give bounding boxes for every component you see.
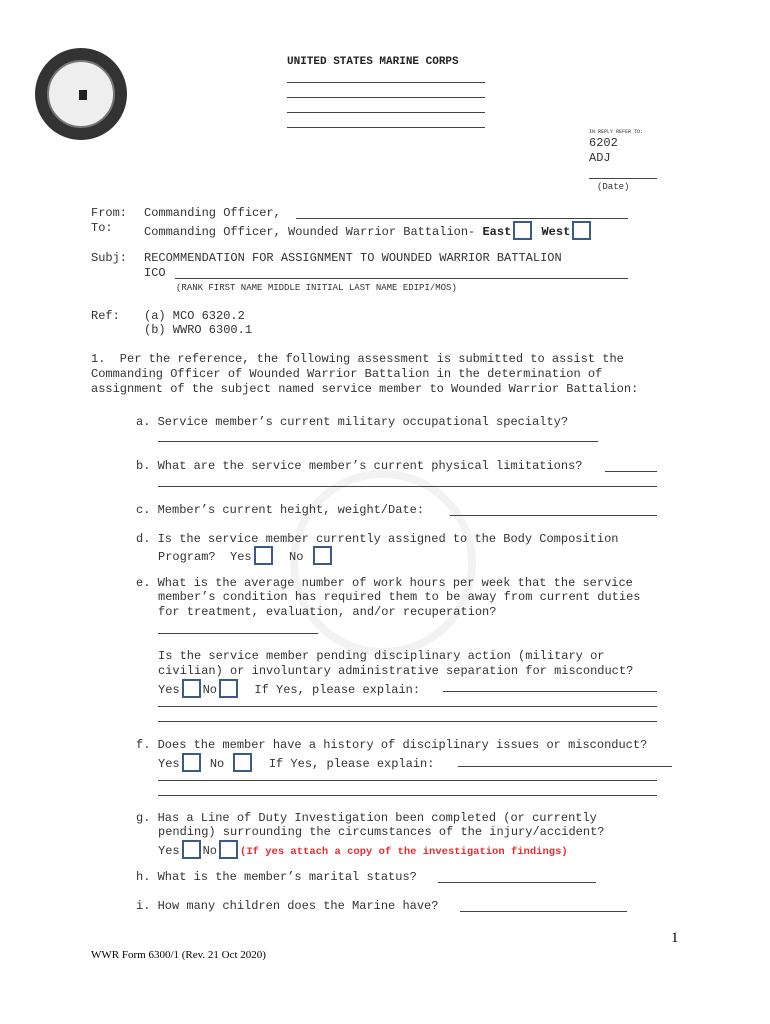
ico-field[interactable]	[175, 278, 628, 279]
question-g-line2: pending) surrounding the circumstances of the injury/accident?	[158, 825, 605, 839]
org-title: UNITED STATES MARINE CORPS	[287, 56, 459, 68]
form-number: WWR Form 6300/1 (Rev. 21 Oct 2020)	[91, 949, 266, 961]
para1-line1: 1. Per the reference, the following assessment is submitted to assist the	[91, 352, 624, 366]
east-checkbox[interactable]	[513, 221, 532, 240]
west-checkbox[interactable]	[572, 221, 591, 240]
question-a: a. Service member’s current military occupational specialty?	[136, 415, 569, 429]
to-value: Commanding Officer, Wounded Warrior Battalion-	[144, 225, 483, 239]
question-c: c. Member’s current height, weight/Date:	[136, 503, 425, 517]
question-d: d. Is the service member currently assigned to the Body Composition	[136, 532, 619, 546]
pending-yes-label: Yes	[158, 683, 180, 697]
office-code: ADJ	[589, 151, 611, 165]
pending-explain-field-1[interactable]	[443, 691, 657, 692]
question-i: i. How many children does the Marine have?	[136, 899, 439, 913]
address-line-1[interactable]	[287, 82, 485, 83]
f-explain-field-2[interactable]	[158, 780, 657, 781]
dod-seal-logo	[35, 48, 127, 140]
g-note: (If yes attach a copy of the investigation findings)	[240, 846, 568, 858]
question-pending-line2: civilian) or involuntary administrative separation for misconduct?	[158, 664, 634, 678]
pending-no-label: No	[202, 683, 218, 697]
subj-ico: ICO	[144, 266, 166, 280]
g-no-label: No	[202, 844, 218, 858]
from-label: From:	[91, 206, 128, 220]
east-label: East	[482, 225, 512, 239]
question-g-line1: g. Has a Line of Duty Investigation been completed (or currently	[136, 811, 597, 825]
answer-b-field-2[interactable]	[158, 486, 657, 487]
date-label: (Date)	[597, 182, 630, 192]
address-line-2[interactable]	[287, 97, 485, 98]
f-explain-field-1[interactable]	[458, 766, 672, 767]
pending-explain-field-2[interactable]	[158, 706, 657, 707]
g-no-checkbox[interactable]	[219, 840, 238, 859]
question-e-line1: e. What is the average number of work hours per week that the service	[136, 576, 633, 590]
question-h: h. What is the member’s marital status?	[136, 870, 417, 884]
subj-line1: RECOMMENDATION FOR ASSIGNMENT TO WOUNDED WARRIOR BATTALION	[144, 251, 562, 265]
from-unit-field[interactable]	[296, 218, 628, 219]
d-yes-checkbox[interactable]	[254, 546, 273, 565]
pending-yes-checkbox[interactable]	[182, 679, 201, 698]
ref-a: (a) MCO 6320.2	[144, 309, 245, 323]
f-yes-label: Yes	[158, 757, 180, 771]
answer-a-field[interactable]	[158, 441, 598, 442]
reply-label: IN REPLY REFER TO:	[589, 129, 644, 135]
g-yes-checkbox[interactable]	[182, 840, 201, 859]
from-value: Commanding Officer,	[144, 206, 289, 220]
question-e-line3: for treatment, evaluation, and/or recuperation?	[158, 605, 497, 619]
subj-label: Subj:	[91, 251, 128, 265]
para1-line3: assignment of the subject named service member to Wounded Warrior Battalion:	[91, 382, 639, 396]
page-number: 1	[671, 930, 679, 946]
address-line-3[interactable]	[287, 112, 485, 113]
answer-i-field[interactable]	[460, 911, 627, 912]
ssic: 6202	[589, 136, 618, 150]
d-no-label: No	[289, 550, 304, 564]
address-line-4[interactable]	[287, 127, 485, 128]
f-explain-field-3[interactable]	[158, 795, 657, 796]
date-field[interactable]	[589, 178, 657, 179]
to-label: To:	[91, 221, 113, 235]
ref-label: Ref:	[91, 309, 120, 323]
question-b: b. What are the service member’s current physical limitations?	[136, 459, 583, 473]
question-pending-line1: Is the service member pending disciplinary action (military or	[158, 649, 605, 663]
west-label: West	[541, 225, 571, 239]
answer-e-field[interactable]	[158, 633, 318, 634]
pending-explain-label: If Yes, please explain:	[254, 683, 421, 697]
para1-line2: Commanding Officer of Wounded Warrior Battalion in the determination of	[91, 367, 603, 381]
ref-b: (b) WWRO 6300.1	[144, 323, 253, 337]
f-explain-label: If Yes, please explain:	[268, 757, 435, 771]
f-no-label: No	[209, 757, 225, 771]
question-e-line2: member’s condition has required them to be away from current duties	[158, 590, 641, 604]
answer-b-field-1[interactable]	[605, 471, 657, 472]
f-no-checkbox[interactable]	[233, 753, 252, 772]
answer-h-field[interactable]	[438, 882, 596, 883]
d-no-checkbox[interactable]	[313, 546, 332, 565]
question-f: f. Does the member have a history of disciplinary issues or misconduct?	[136, 738, 648, 752]
pending-explain-field-3[interactable]	[158, 721, 657, 722]
answer-c-field[interactable]	[450, 515, 657, 516]
ico-hint: (RANK FIRST NAME MIDDLE INITIAL LAST NAME EDIPI/MOS)	[176, 283, 457, 293]
pending-no-checkbox[interactable]	[219, 679, 238, 698]
f-yes-checkbox[interactable]	[182, 753, 201, 772]
g-yes-label: Yes	[158, 844, 180, 858]
question-d-program: Program? Yes	[158, 550, 252, 564]
